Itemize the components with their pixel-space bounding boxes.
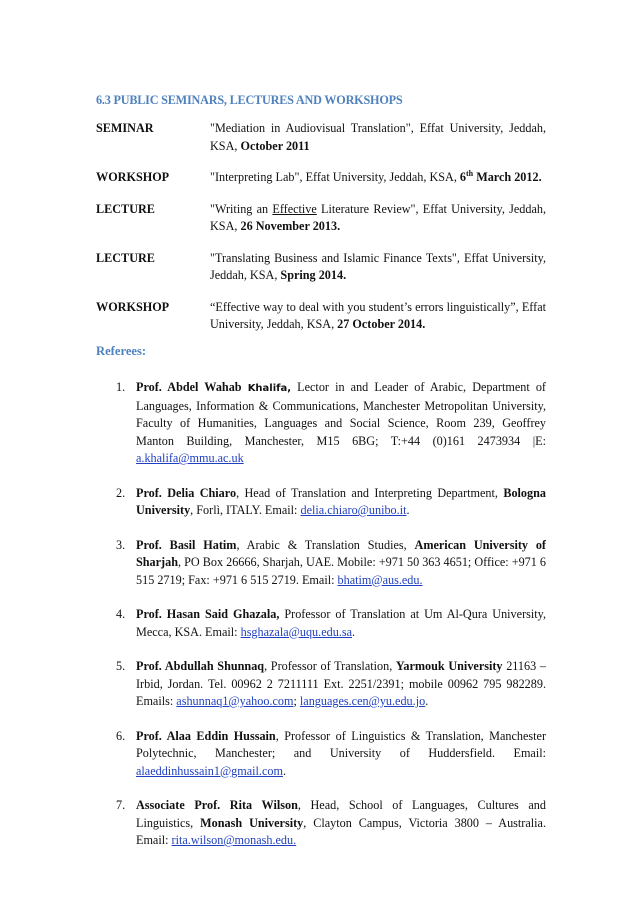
event-date: 6 xyxy=(459,170,467,184)
referee-text xyxy=(136,658,546,711)
list-item xyxy=(116,537,546,590)
events-list xyxy=(96,120,546,348)
referee-name: Prof. Alaa Eddin Hussain xyxy=(136,728,276,743)
referee-text xyxy=(136,728,546,781)
email-link[interactable]: hsghazala@uqu.edu.sa xyxy=(240,624,352,639)
list-number: 7. xyxy=(116,798,126,812)
event-date: 27 October 2014. xyxy=(337,317,426,331)
referee-name: Prof. Hasan Said Ghazala, xyxy=(136,607,280,621)
referee-text xyxy=(136,537,546,590)
list-item xyxy=(116,379,546,468)
event-row xyxy=(96,169,546,187)
referee-details: 21163 – Irbid, Jordan. Tel. 00962 2 7211111 Ext. 2251/2391; mobile 00962 795 982289. Emails: xyxy=(136,659,546,708)
referee-details: Lector in and Leader of Arabic, Department of Languages, Information & Communications, Manchester Metropolitan University, Faculty of Humanities, Languages and Social Science, Room 239, Geoffrey Manton Building, Manchester, M15 6BG; T:+44 (0)161 2473934 |E: xyxy=(136,380,546,448)
event-text: “Effective way to deal with you student’s errors linguistically”, Effat University, Jeddah, KSA, xyxy=(210,299,546,331)
list-number: 6. xyxy=(116,728,126,743)
referee-university: Yarmouk University xyxy=(395,659,503,673)
event-row xyxy=(96,299,546,334)
referee-university: American University of Sharjah xyxy=(136,537,546,569)
list-item xyxy=(116,658,546,711)
list-item xyxy=(116,797,546,850)
event-type: WORKSHOP xyxy=(96,170,170,184)
email-link[interactable]: delia.chiaro@unibo.it xyxy=(300,503,407,517)
referee-details: , Head, School of Languages, Cultures and Linguistics, xyxy=(136,798,546,830)
event-description xyxy=(210,169,546,187)
section-heading: 6.3 PUBLIC SEMINARS, LECTURES AND WORKSHOPS xyxy=(96,93,403,107)
referee-name: Associate Prof. Rita Wilson xyxy=(136,798,298,812)
email-link[interactable]: rita.wilson@monash.edu. xyxy=(171,833,297,847)
event-description xyxy=(210,120,546,155)
event-row xyxy=(96,201,546,236)
punctuation: ; xyxy=(293,694,300,708)
event-type: LECTURE xyxy=(96,201,155,216)
referee-text xyxy=(136,797,546,850)
list-number: 2. xyxy=(116,485,126,500)
referee-details: , Forlì, ITALY. Email: xyxy=(190,503,301,517)
list-number: 5. xyxy=(116,659,126,673)
referee-details: , PO Box 26666, Sharjah, UAE. Mobile: +971 50 363 4651; Office: +971 6 515 2719; Fax: +971 6 515 2719. Email: xyxy=(136,555,546,587)
referee-name: Prof. Abdullah Shunnaq xyxy=(136,659,265,673)
event-text: "Writing an xyxy=(210,201,273,216)
list-number: 4. xyxy=(116,607,126,621)
referee-details: , Professor of Translation, xyxy=(264,659,396,673)
list-item xyxy=(116,606,546,641)
event-date: October 2011 xyxy=(240,138,310,153)
referees-list xyxy=(116,379,546,867)
event-text-underlined: Effective xyxy=(272,201,317,216)
referee-details: , Clayton Campus, Victoria 3800 – Australia. Email: xyxy=(136,815,546,847)
event-description xyxy=(210,201,546,236)
event-text: "Interpreting Lab", Effat University, Jeddah, KSA, xyxy=(210,170,460,184)
punctuation: . xyxy=(425,694,429,708)
referee-details: , Professor of Linguistics & Translation, Manchester Polytechnic, Manchester; and University of Huddersfield. Email: xyxy=(136,728,546,760)
event-date-suffix: th xyxy=(466,168,474,178)
punctuation: . xyxy=(352,624,356,639)
referee-name: Prof. Basil Hatim xyxy=(136,537,237,552)
list-number: 3. xyxy=(116,537,126,552)
referee-details: Professor of Translation at Um Al-Qura University, Mecca, KSA. Email: xyxy=(136,607,546,639)
event-row xyxy=(96,250,546,285)
referees-heading: Referees: xyxy=(96,344,147,358)
event-date: 26 November 2013. xyxy=(240,219,341,233)
event-text: "Mediation in Audiovisual Translation", Effat University, Jeddah, KSA, xyxy=(210,121,546,153)
referee-name: Khalifa, xyxy=(247,383,292,394)
referee-details: , Arabic & Translation Studies, xyxy=(236,537,415,552)
event-date: Spring 2014. xyxy=(280,268,347,282)
punctuation: . xyxy=(406,503,410,517)
referee-text xyxy=(136,606,546,641)
referee-text xyxy=(136,379,546,468)
referee-university: Bologna University xyxy=(136,485,546,517)
list-number: 1. xyxy=(116,380,126,394)
referee-details: , Head of Translation and Interpreting Department, xyxy=(236,485,504,500)
punctuation: . xyxy=(282,763,286,778)
email-link[interactable]: ashunnaq1@yahoo.com xyxy=(176,694,294,708)
referee-name: Prof. Abdel Wahab xyxy=(136,380,248,394)
event-description xyxy=(210,250,546,285)
event-text: Literature Review", Effat University, Jeddah, KSA, xyxy=(210,201,546,233)
event-type: SEMINAR xyxy=(96,121,154,135)
event-row xyxy=(96,120,546,155)
referee-name: Prof. Delia Chiaro xyxy=(136,485,237,500)
event-type: WORKSHOP xyxy=(96,299,170,314)
email-link[interactable]: languages.cen@yu.edu.jo xyxy=(299,694,426,708)
referee-text xyxy=(136,485,546,520)
email-link[interactable]: alaeddinhussain1@gmail.com xyxy=(136,763,283,778)
event-text: "Translating Business and Islamic Finance Texts", Effat University, Jeddah, KSA, xyxy=(210,250,546,282)
event-description xyxy=(210,299,546,334)
list-item xyxy=(116,485,546,520)
list-item xyxy=(116,728,546,781)
email-link[interactable]: bhatim@aus.edu. xyxy=(337,572,423,587)
event-type: LECTURE xyxy=(96,250,155,265)
email-link[interactable]: a.khalifa@mmu.ac.uk xyxy=(136,451,244,465)
referee-university: Monash University xyxy=(200,815,304,830)
event-date: March 2012. xyxy=(473,170,542,184)
